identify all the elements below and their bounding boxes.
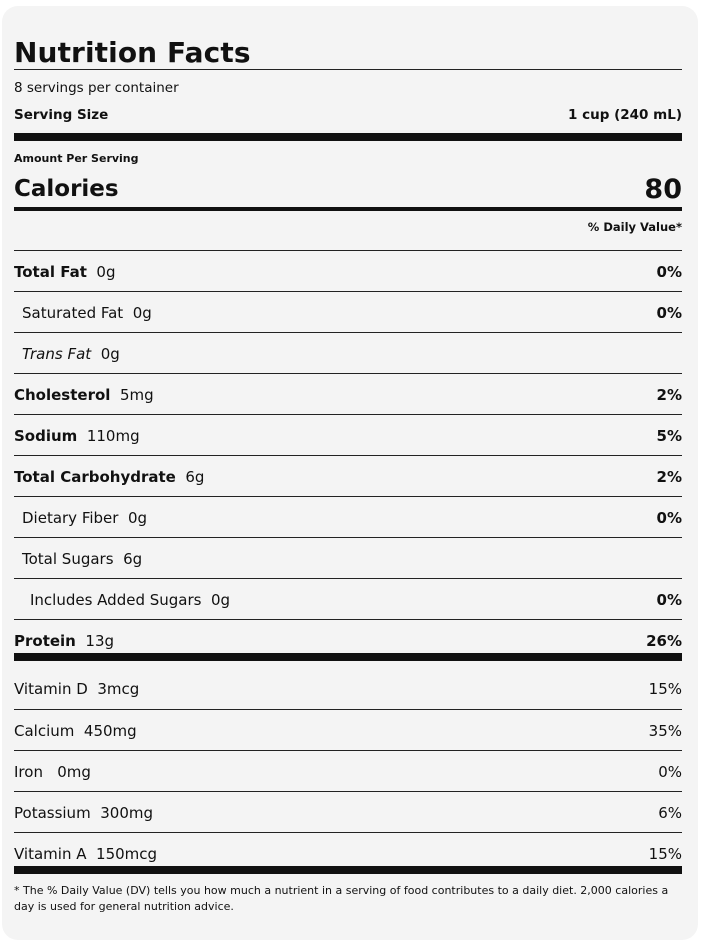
nutrient-dv: 0% <box>656 304 682 322</box>
vitamin-row-vitamin-d <box>14 668 682 709</box>
nutrient-dv: 0% <box>656 509 682 527</box>
serving-size-value: 1 cup (240 mL) <box>568 107 682 123</box>
vitamin-name: Iron <box>14 763 43 781</box>
vitamin-dv: 15% <box>648 680 682 698</box>
nutrient-dv: 26% <box>646 632 682 650</box>
nutrient-row-total-fat <box>14 250 682 292</box>
nutrient-row-added-sugars <box>14 578 682 620</box>
nutrient-name: Cholesterol <box>14 386 111 404</box>
nutrient-name: Trans Fat <box>22 345 92 363</box>
serving-size-label: Serving Size <box>14 107 109 123</box>
nutrient-amount: 0g <box>96 263 116 281</box>
vitamin-row-potassium <box>14 791 682 833</box>
vitamin-amount: 3mcg <box>97 680 140 698</box>
nutrient-row-protein <box>14 619 682 654</box>
daily-value-footnote: * The % Daily Value (DV) tells you how much a nutrient in a serving of food contributes to a daily diet. 2,000 calories a day is used for general nutrition advice. <box>14 884 669 913</box>
nutrient-amount: 6g <box>185 468 205 486</box>
vitamin-name: Potassium <box>14 804 91 822</box>
vitamin-name: Calcium <box>14 722 75 740</box>
vitamin-row-iron <box>14 750 682 792</box>
nutrient-row-total-sugars <box>14 537 682 579</box>
nutrient-amount: 110mg <box>86 427 140 445</box>
vitamin-amount: 150mcg <box>96 845 158 863</box>
vitamin-dv: 6% <box>658 804 682 822</box>
thick-divider <box>14 133 682 141</box>
nutrition-label <box>2 6 698 940</box>
nutrient-amount: 0g <box>211 591 231 609</box>
vitamin-dv: 35% <box>648 722 682 740</box>
nutrient-row-sodium <box>14 414 682 456</box>
nutrient-amount: 0g <box>132 304 152 322</box>
nutrient-row-trans-fat <box>14 332 682 374</box>
nutrient-dv: 2% <box>656 468 682 486</box>
amount-per-serving: Amount Per Serving <box>14 152 139 165</box>
nutrient-name: Total Sugars <box>22 550 114 568</box>
title-divider <box>14 69 682 70</box>
thick-divider <box>14 653 682 661</box>
nutrient-name: Total Carbohydrate <box>14 468 176 486</box>
thick-divider <box>14 866 682 874</box>
servings-per-container: 8 servings per container <box>14 80 179 96</box>
vitamin-dv: 15% <box>648 845 682 863</box>
nutrient-amount: 0g <box>100 345 120 363</box>
calories-row <box>14 174 682 208</box>
vitamin-amount: 0mg <box>57 763 91 781</box>
serving-size-row <box>14 107 682 123</box>
nutrient-name: Dietary Fiber <box>22 509 119 527</box>
nutrient-row-cholesterol <box>14 373 682 415</box>
nutrient-name: Sodium <box>14 427 78 445</box>
medium-divider <box>14 207 682 211</box>
nutrient-name: Saturated Fat <box>22 304 124 322</box>
vitamin-name: Vitamin D <box>14 680 88 698</box>
nutrient-amount: 5mg <box>119 386 154 404</box>
vitamin-amount: 300mg <box>100 804 153 822</box>
vitamin-name: Vitamin A <box>14 845 87 863</box>
label-title: Nutrition Facts <box>14 36 251 69</box>
vitamin-row-vitamin-a <box>14 832 682 867</box>
nutrient-amount: 0g <box>128 509 148 527</box>
nutrient-dv: 0% <box>656 263 682 281</box>
nutrient-row-saturated-fat <box>14 291 682 333</box>
nutrient-amount: 13g <box>85 632 115 650</box>
nutrient-name: Protein <box>14 632 76 650</box>
daily-value-header: % Daily Value* <box>587 220 682 234</box>
nutrient-row-dietary-fiber <box>14 496 682 538</box>
nutrient-dv: 0% <box>656 591 682 609</box>
nutrient-name: Includes Added Sugars <box>30 591 202 609</box>
nutrient-name: Total Fat <box>14 263 87 281</box>
vitamin-dv: 0% <box>658 763 682 781</box>
nutrient-dv: 5% <box>656 427 682 445</box>
calories-value: 80 <box>644 174 682 205</box>
nutrient-amount: 6g <box>123 550 143 568</box>
vitamin-row-calcium <box>14 709 682 751</box>
nutrient-row-total-carbohydrate <box>14 455 682 497</box>
nutrient-dv: 2% <box>656 386 682 404</box>
vitamin-amount: 450mg <box>83 722 137 740</box>
calories-label: Calories <box>14 176 119 202</box>
